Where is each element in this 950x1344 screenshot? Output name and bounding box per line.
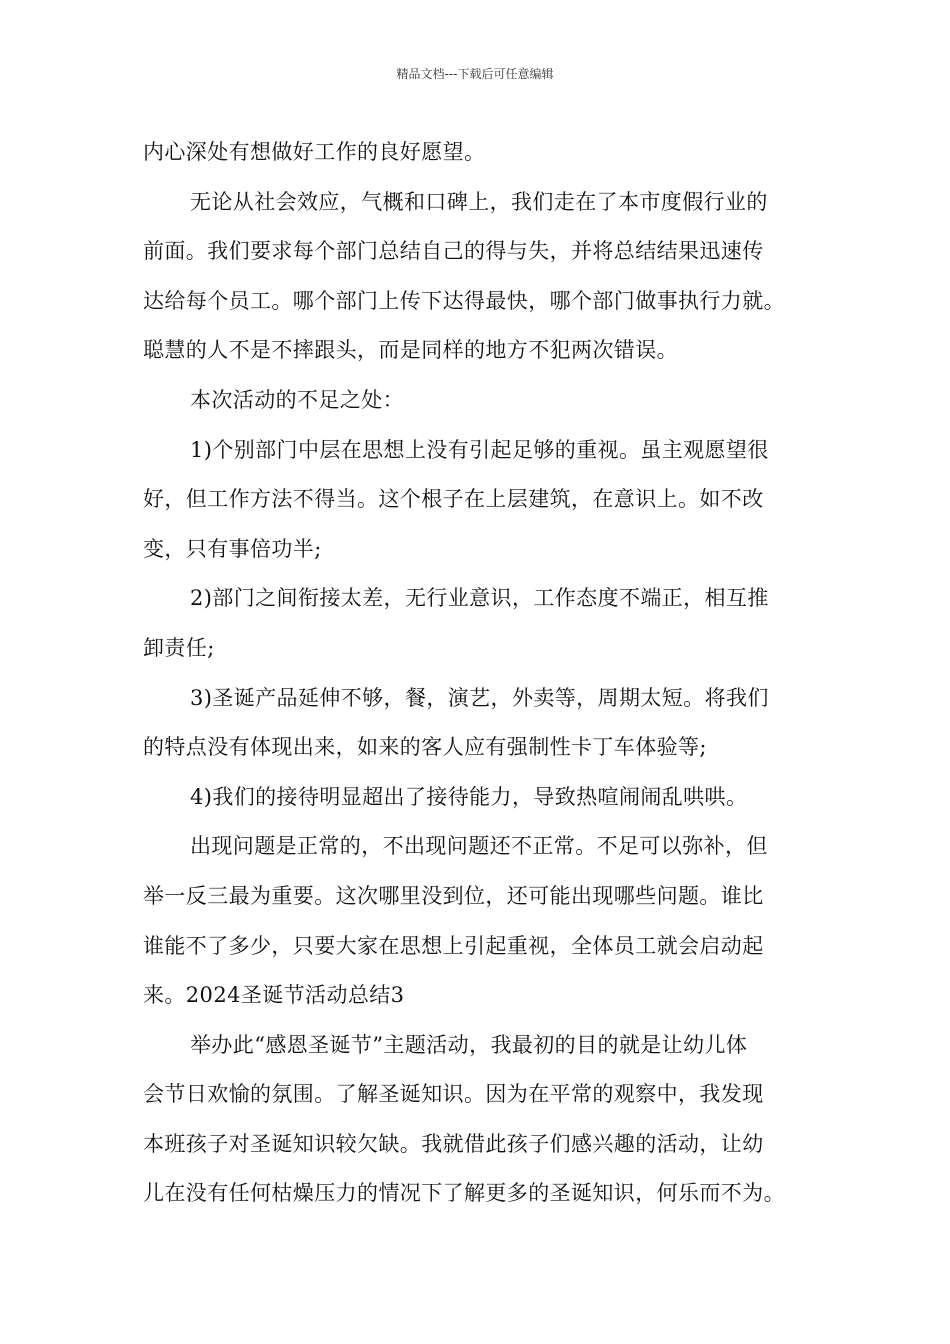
paragraph-7 <box>143 773 823 823</box>
paragraph-4 <box>143 426 823 575</box>
text-line: 变，只有事倍功半; <box>143 536 322 561</box>
paragraph-2 <box>143 178 823 376</box>
text-line: 会节日欢愉的氛围。了解圣诞知识。因为在平常的观察中，我发现 <box>143 1082 764 1107</box>
text-line: 好，但工作方法不得当。这个根子在上层建筑，在意识上。如不改 <box>143 487 764 512</box>
paragraph-1 <box>143 128 823 178</box>
text-line: 达给每个员工。哪个部门上传下达得最快，哪个部门做事执行力就。 <box>143 288 785 313</box>
paragraph-3 <box>143 376 823 426</box>
text-line: 本次活动的不足之处： <box>190 387 404 412</box>
paragraph-5 <box>143 574 823 673</box>
text-line: 来。2024圣诞节活动总结3 <box>143 983 405 1008</box>
document-body <box>143 128 823 1219</box>
text-line: 谁能不了多少，只要大家在思想上引起重视，全体员工就会启动起 <box>143 933 764 958</box>
paragraph-9 <box>143 1021 823 1219</box>
text-line: 内心深处有想做好工作的良好愿望。 <box>143 140 486 164</box>
text-line: 3)圣诞产品延伸不够，餐，演艺，外卖等，周期太短。将我们 <box>190 685 769 710</box>
text-line: 举办此“感恩圣诞节”主题活动，我最初的目的就是让幼儿体 <box>190 1032 748 1057</box>
text-line: 无论从社会效应，气概和口碑上，我们走在了本市度假行业的 <box>190 189 768 214</box>
paragraph-6 <box>143 674 823 773</box>
text-line: 举一反三最为重要。这次哪里没到位，还可能出现哪些问题。谁比 <box>143 883 764 908</box>
text-line: 本班孩子对圣诞知识较欠缺。我就借此孩子们感兴趣的活动，让幼 <box>143 1131 764 1156</box>
text-line: 出现问题是正常的，不出现问题还不正常。不足可以弥补，但 <box>190 834 768 859</box>
text-line: 4)我们的接待明显超出了接待能力，导致热喧闹闹乱哄哄。 <box>190 784 748 809</box>
text-line: 1)个别部门中层在思想上没有引起足够的重视。虽主观愿望很 <box>190 437 769 462</box>
text-line: 儿在没有任何枯燥压力的情况下了解更多的圣诞知识，何乐而不为。 <box>143 1181 785 1206</box>
text-line: 卸责任; <box>143 635 215 660</box>
text-line: 的特点没有体现出来，如来的客人应有强制性卡丁车体验等; <box>143 735 707 760</box>
text-line: 前面。我们要求每个部门总结自己的得与失，并将总结结果迅速传 <box>143 239 764 264</box>
page-header: 精品文档---下载后可任意编辑 <box>396 67 554 81</box>
text-line: 聪慧的人不是不摔跟头，而是同样的地方不犯两次错误。 <box>143 338 678 363</box>
paragraph-8 <box>143 822 823 1020</box>
text-line: 2)部门之间衔接太差，无行业意识，工作态度不端正，相互推 <box>190 586 769 611</box>
